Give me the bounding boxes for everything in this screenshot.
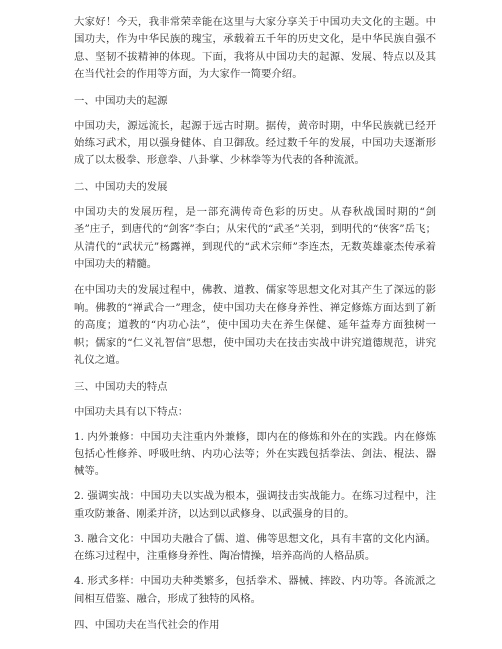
section-2-paragraph-1: 中国功夫的发展历程，是一部充满传奇色彩的历史。从春秋战国时期的“剑圣”庄子，到唐代的“剑客”李白；从宋代的“武圣”关羽，到明代的“侠客”岳飞；从清代的“武状元”杨露禅，到现代的“武术宗师”李连杰，无数英雄豪杰传承着中国功夫的精髓。 bbox=[74, 205, 436, 271]
section-4-heading: 四、中国功夫在当代社会的作用 bbox=[74, 618, 220, 631]
section-3-list-item-4: 4. 形式多样：中国功夫种类繁多，包括拳术、器械、摔跤、内功等。各流派之间相互借鉴、融合，形成了独特的风格。 bbox=[74, 575, 436, 605]
section-1-heading: 一、中国功夫的起源 bbox=[74, 94, 168, 107]
section-3-list-item-3: 3. 融合文化：中国功夫融合了儒、道、佛等思想文化，具有丰富的文化内涵。在练习过程中，注重修身养性、陶冶情操，培养高尚的人格品质。 bbox=[74, 532, 436, 563]
section-3-heading: 三、中国功夫的特点 bbox=[74, 380, 168, 393]
section-2-paragraph-2: 在中国功夫的发展过程中，佛教、道教、儒家等思想文化对其产生了深远的影响。佛教的“禅武合一”理念，使中国功夫在修身养性、禅定修炼方面达到了新的高度；道教的“内功心法”，使中国功夫在养生保健、延年益寿方面独树一帜；儒家的“仁义礼智信”思想，使中国功夫在技击实战中讲究道德规范，讲究礼仪之道。 bbox=[74, 284, 436, 367]
section-3-list-item-2: 2. 强调实战：中国功夫以实战为根本，强调技击实战能力。在练习过程中，注重攻防兼备、刚柔并济，以达到以武修身、以武强身的目的。 bbox=[74, 490, 436, 520]
section-3-list-item-1: 1. 内外兼修：中国功夫注重内外兼修，即内在的修炼和外在的实践。内在修炼包括心性修养、呼吸吐纳、内功心法等；外在实践包括拳法、剑法、棍法、器械等。 bbox=[74, 430, 436, 478]
section-2-heading: 二、中国功夫的发展 bbox=[74, 180, 168, 193]
section-3-paragraph-1: 中国功夫具有以下特点： bbox=[74, 405, 189, 418]
intro-paragraph: 大家好！今天，我非常荣幸能在这里与大家分享关于中国功夫文化的主题。中国功夫，作为中华民族的瑰宝，承载着五千年的历史文化，是中华民族自强不息、坚韧不拔精神的体现。下面，我将从中国功夫的起源、发展、特点以及其在当代社会的作用等方面，为大家作一简要介绍。 bbox=[74, 16, 436, 81]
section-1-paragraph-1: 中国功夫，源远流长，起源于远古时期。据传，黄帝时期，中华民族就已经开始练习武术，用以强身健体、自卫御敌。经过数千年的发展，中国功夫逐渐形成了以太极拳、形意拳、八卦掌、少林拳等为代表的各种流派。 bbox=[74, 119, 436, 167]
document-page bbox=[74, 14, 436, 634]
